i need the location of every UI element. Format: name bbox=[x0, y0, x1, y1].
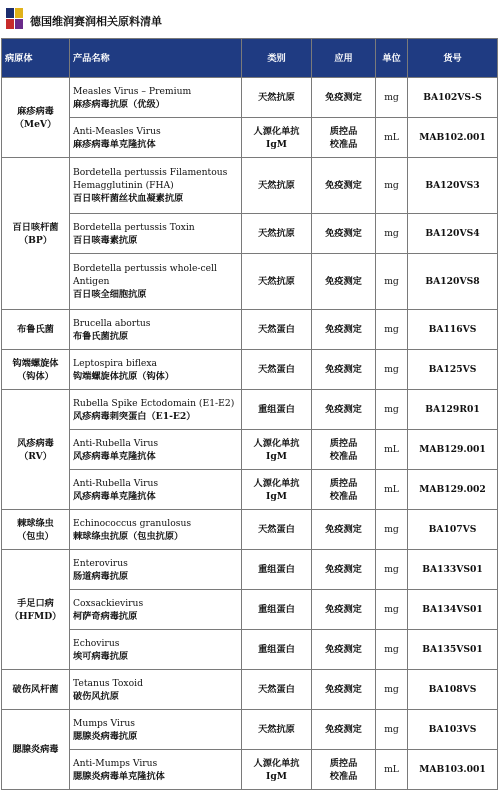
pathogen-cell: 钩端螺旋体 （钩体） bbox=[2, 350, 70, 390]
product-cell bbox=[70, 470, 242, 510]
code-cell: BA102VS-S bbox=[408, 78, 498, 118]
logo-icon bbox=[6, 8, 24, 30]
category-cell: 天然蛋白 bbox=[242, 510, 312, 550]
table-row bbox=[2, 118, 498, 158]
unit-cell: mg bbox=[376, 254, 408, 310]
application-cell: 免疫测定 bbox=[312, 254, 376, 310]
table-header-row bbox=[2, 39, 498, 78]
table-row bbox=[2, 750, 498, 790]
product-cell bbox=[70, 158, 242, 214]
unit-cell: mg bbox=[376, 350, 408, 390]
unit-cell: mg bbox=[376, 590, 408, 630]
product-cell bbox=[70, 390, 242, 430]
application-cell: 免疫测定 bbox=[312, 350, 376, 390]
application-cell: 免疫测定 bbox=[312, 214, 376, 254]
category-cell: 天然蛋白 bbox=[242, 670, 312, 710]
product-name-en: Echinococcus granulosus bbox=[73, 517, 192, 529]
code-cell: BA133VS01 bbox=[408, 550, 498, 590]
product-name-en: Anti-Rubella Virus bbox=[73, 477, 159, 489]
materials-table bbox=[1, 38, 498, 790]
product-cell bbox=[70, 630, 242, 670]
code-cell: BA125VS bbox=[408, 350, 498, 390]
unit-cell: mg bbox=[376, 310, 408, 350]
application-cell: 质控品 校准品 bbox=[312, 470, 376, 510]
product-name-zh: 棘球绦虫抗原（包虫抗原） bbox=[73, 530, 184, 542]
product-name-en: Echovirus bbox=[73, 637, 120, 649]
product-cell bbox=[70, 214, 242, 254]
application-cell: 免疫测定 bbox=[312, 510, 376, 550]
unit-cell: mg bbox=[376, 630, 408, 670]
category-cell: 重组蛋白 bbox=[242, 550, 312, 590]
product-name-zh: 风疹病毒刺突蛋白（E1-E2） bbox=[73, 410, 196, 422]
application-cell: 免疫测定 bbox=[312, 550, 376, 590]
product-name-zh: 腮腺炎病毒单克隆抗体 bbox=[73, 770, 165, 782]
product-name-zh: 百日咳全细胞抗原 bbox=[73, 289, 147, 300]
table-row bbox=[2, 670, 498, 710]
code-cell: BA120VS4 bbox=[408, 214, 498, 254]
unit-cell: mg bbox=[376, 390, 408, 430]
product-name-en: Mumps Virus bbox=[73, 717, 135, 729]
product-name-zh: 埃可病毒抗原 bbox=[73, 650, 129, 662]
product-name-en: Brucella abortus bbox=[73, 317, 151, 329]
category-cell: 天然抗原 bbox=[242, 710, 312, 750]
product-cell bbox=[70, 118, 242, 158]
code-cell: BA103VS bbox=[408, 710, 498, 750]
header-unit: 单位 bbox=[376, 39, 408, 78]
table-row bbox=[2, 350, 498, 390]
pathogen-cell: 破伤风杆菌 bbox=[2, 670, 70, 710]
table-row bbox=[2, 590, 498, 630]
product-name-en: Measles Virus – Premium bbox=[73, 85, 192, 97]
application-cell: 免疫测定 bbox=[312, 158, 376, 214]
application-cell: 质控品 校准品 bbox=[312, 750, 376, 790]
table-row bbox=[2, 430, 498, 470]
header-application: 应用 bbox=[312, 39, 376, 78]
product-cell bbox=[70, 750, 242, 790]
product-cell bbox=[70, 510, 242, 550]
pathogen-cell: 棘球绦虫 （包虫） bbox=[2, 510, 70, 550]
pathogen-cell: 布鲁氏菌 bbox=[2, 310, 70, 350]
product-name-zh: 肠道病毒抗原 bbox=[73, 570, 129, 582]
product-cell bbox=[70, 670, 242, 710]
code-cell: BA107VS bbox=[408, 510, 498, 550]
table-body bbox=[2, 78, 498, 790]
code-cell: BA120VS8 bbox=[408, 254, 498, 310]
unit-cell: mg bbox=[376, 670, 408, 710]
pathogen-cell: 麻疹病毒 （MeV） bbox=[2, 78, 70, 158]
unit-cell: mg bbox=[376, 550, 408, 590]
unit-cell: mL bbox=[376, 118, 408, 158]
title-bar bbox=[0, 0, 498, 38]
unit-cell: mg bbox=[376, 710, 408, 750]
product-name-zh: 风疹病毒单克隆抗体 bbox=[73, 490, 156, 502]
application-cell: 免疫测定 bbox=[312, 590, 376, 630]
product-cell bbox=[70, 430, 242, 470]
table-row bbox=[2, 254, 498, 310]
header-code: 货号 bbox=[408, 39, 498, 78]
code-cell: BA120VS3 bbox=[408, 158, 498, 214]
code-cell: BA129R01 bbox=[408, 390, 498, 430]
product-cell bbox=[70, 310, 242, 350]
product-name-en: Bordetella pertussis Toxin bbox=[73, 221, 195, 233]
product-cell bbox=[70, 350, 242, 390]
unit-cell: mg bbox=[376, 214, 408, 254]
product-cell bbox=[70, 254, 242, 310]
product-cell bbox=[70, 550, 242, 590]
code-cell: MAB129.001 bbox=[408, 430, 498, 470]
unit-cell: mg bbox=[376, 78, 408, 118]
product-name-zh: 钩端螺旋体抗原（钩体） bbox=[73, 370, 175, 382]
category-cell: 天然抗原 bbox=[242, 158, 312, 214]
table-row bbox=[2, 158, 498, 214]
product-name-zh: 破伤风抗原 bbox=[73, 690, 119, 702]
product-name-zh: 柯萨奇病毒抗原 bbox=[73, 610, 138, 622]
category-cell: 天然蛋白 bbox=[242, 350, 312, 390]
category-cell: 重组蛋白 bbox=[242, 590, 312, 630]
table-row bbox=[2, 710, 498, 750]
product-name-en: Anti-Measles Virus bbox=[73, 125, 161, 137]
product-name-en: Leptospira biflexa bbox=[73, 357, 158, 369]
product-name-en: Coxsackievirus bbox=[73, 597, 144, 609]
category-cell: 人源化单抗 IgM bbox=[242, 430, 312, 470]
table-row bbox=[2, 510, 498, 550]
product-name-zh: 百日咳杆菌丝状血凝素抗原 bbox=[73, 193, 184, 204]
category-cell: 重组蛋白 bbox=[242, 630, 312, 670]
category-cell: 人源化单抗 IgM bbox=[242, 118, 312, 158]
product-name-en: Anti-Mumps Virus bbox=[73, 757, 158, 769]
application-cell: 免疫测定 bbox=[312, 78, 376, 118]
code-cell: BA108VS bbox=[408, 670, 498, 710]
table-row bbox=[2, 214, 498, 254]
product-name-zh: 布鲁氏菌抗原 bbox=[73, 330, 129, 342]
product-name-zh: 风疹病毒单克隆抗体 bbox=[73, 450, 156, 462]
unit-cell: mL bbox=[376, 750, 408, 790]
pathogen-cell: 风疹病毒 （RV） bbox=[2, 390, 70, 510]
unit-cell: mL bbox=[376, 430, 408, 470]
header-product: 产品名称 bbox=[70, 39, 242, 78]
category-cell: 人源化单抗 IgM bbox=[242, 750, 312, 790]
category-cell: 天然抗原 bbox=[242, 254, 312, 310]
product-name-en: Bordetella pertussis Filamentous Hemagglutinin (FHA) bbox=[73, 167, 228, 191]
table-row bbox=[2, 470, 498, 510]
product-name-en: Enterovirus bbox=[73, 557, 128, 569]
product-name-zh: 腮腺炎病毒抗原 bbox=[73, 730, 138, 742]
table-row bbox=[2, 630, 498, 670]
table-row bbox=[2, 78, 498, 118]
application-cell: 免疫测定 bbox=[312, 390, 376, 430]
product-name-en: Anti-Rubella Virus bbox=[73, 437, 159, 449]
product-name-en: Tetanus Toxoid bbox=[73, 677, 143, 689]
unit-cell: mg bbox=[376, 510, 408, 550]
code-cell: BA134VS01 bbox=[408, 590, 498, 630]
product-cell bbox=[70, 78, 242, 118]
code-cell: MAB129.002 bbox=[408, 470, 498, 510]
application-cell: 免疫测定 bbox=[312, 670, 376, 710]
code-cell: BA135VS01 bbox=[408, 630, 498, 670]
code-cell: MAB103.001 bbox=[408, 750, 498, 790]
application-cell: 免疫测定 bbox=[312, 630, 376, 670]
application-cell: 免疫测定 bbox=[312, 310, 376, 350]
category-cell: 重组蛋白 bbox=[242, 390, 312, 430]
unit-cell: mg bbox=[376, 158, 408, 214]
header-category: 类别 bbox=[242, 39, 312, 78]
table-row bbox=[2, 550, 498, 590]
product-name-zh: 麻疹病毒抗原（优级） bbox=[73, 98, 165, 110]
product-name-zh: 麻疹病毒单克隆抗体 bbox=[73, 138, 156, 150]
product-name-zh: 百日咳毒素抗原 bbox=[73, 234, 138, 246]
category-cell: 天然抗原 bbox=[242, 214, 312, 254]
pathogen-cell: 腮腺炎病毒 bbox=[2, 710, 70, 790]
table-row bbox=[2, 390, 498, 430]
application-cell: 质控品 校准品 bbox=[312, 118, 376, 158]
unit-cell: mL bbox=[376, 470, 408, 510]
product-name-en: Bordetella pertussis whole-cell Antigen bbox=[73, 263, 217, 287]
code-cell: BA116VS bbox=[408, 310, 498, 350]
product-cell bbox=[70, 590, 242, 630]
code-cell: MAB102.001 bbox=[408, 118, 498, 158]
table-row bbox=[2, 310, 498, 350]
product-cell bbox=[70, 710, 242, 750]
category-cell: 天然抗原 bbox=[242, 78, 312, 118]
product-name-en: Rubella Spike Ectodomain (E1-E2) bbox=[73, 397, 235, 409]
page-title: 德国维润赛润相关原料清单 bbox=[30, 15, 162, 28]
application-cell: 免疫测定 bbox=[312, 710, 376, 750]
pathogen-cell: 手足口病 （HFMD） bbox=[2, 550, 70, 670]
category-cell: 天然蛋白 bbox=[242, 310, 312, 350]
pathogen-cell: 百日咳杆菌 （BP） bbox=[2, 158, 70, 310]
application-cell: 质控品 校准品 bbox=[312, 430, 376, 470]
header-pathogen: 病原体 bbox=[2, 39, 70, 78]
category-cell: 人源化单抗 IgM bbox=[242, 470, 312, 510]
